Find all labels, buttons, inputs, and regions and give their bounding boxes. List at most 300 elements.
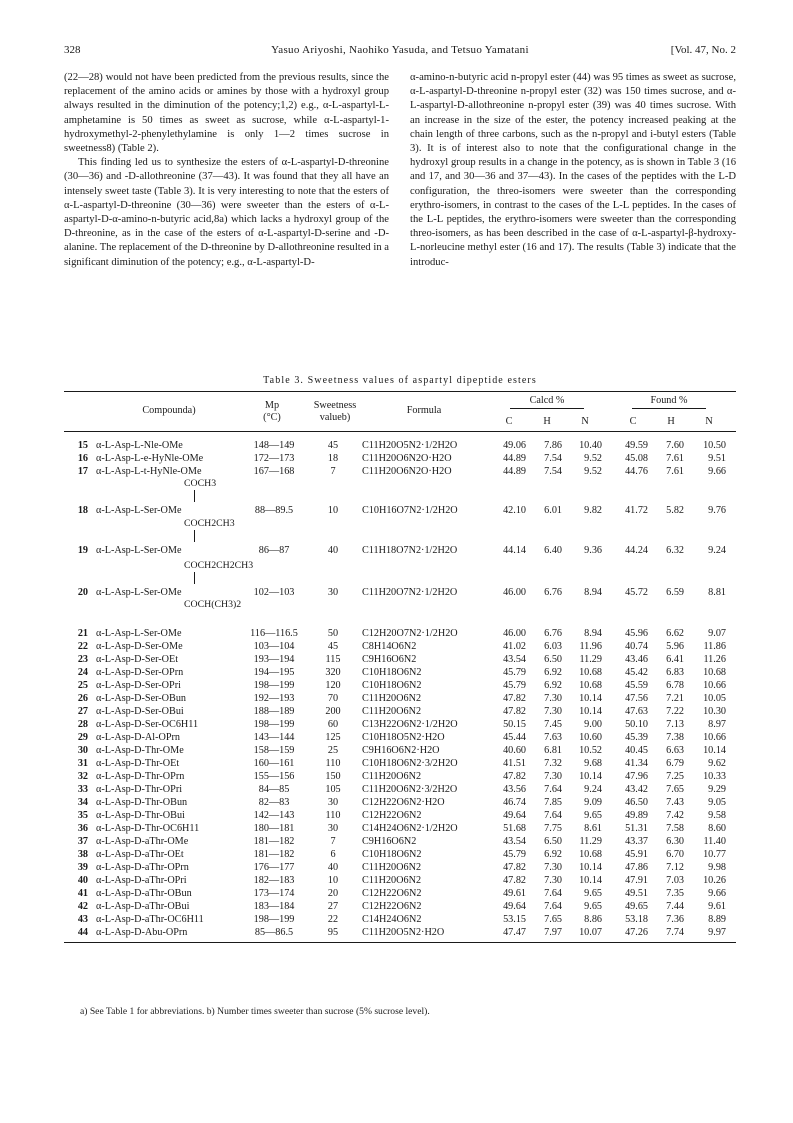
found-h: 5.82 [666,505,684,516]
calcd-h: 6.01 [544,505,562,516]
calcd-bracket [510,408,584,409]
found-n: 9.98 [708,862,726,873]
calcd-n: 9.82 [584,505,602,516]
calcd-c: 45.79 [503,667,526,678]
calcd-n: 9.52 [584,466,602,477]
substituent-bond-line [194,572,195,584]
sweetness-value: 95 [327,927,339,938]
formula: C11H20O6N2 [362,862,422,873]
calcd-h: 7.63 [544,732,562,743]
sweetness-value: 30 [327,587,339,598]
found-h: 7.42 [666,810,684,821]
found-c: 45.42 [625,667,648,678]
compound-name: α-L-Asp-D-Ser-OPri [96,680,181,691]
formula: C12H22O6N2·H2O [362,797,445,808]
found-n: 9.51 [708,453,726,464]
compound-name: α-L-Asp-D-Thr-OBun [96,797,188,808]
melting-point: 181—182 [253,836,295,847]
found-c: 49.51 [625,888,648,899]
header-found: Found % [650,395,688,406]
melting-point: 167—168 [253,466,295,477]
found-n: 8.81 [708,587,726,598]
found-h: 6.78 [666,680,684,691]
compound-number: 18 [77,505,88,516]
calcd-n: 10.68 [579,667,602,678]
formula: C11H20O6N2 [362,693,422,704]
calcd-h: 7.97 [544,927,562,938]
compound-name: α-L-Asp-L-Ser-OMe [96,505,182,516]
found-n: 8.89 [708,914,726,925]
sweetness-value: 115 [325,654,341,665]
formula: C12H20O7N2·1/2H2O [362,628,458,639]
calcd-n: 10.14 [579,706,602,717]
header-found-c: C [629,416,637,427]
calcd-c: 45.79 [503,680,526,691]
calcd-c: 41.02 [503,641,526,652]
formula: C10H18O6N2·3/2H2O [362,758,458,769]
compound-number: 20 [77,587,88,598]
found-n: 11.86 [703,641,726,652]
compound-name: α-L-Asp-D-aThr-OMe [96,836,189,847]
sweetness-value: 200 [325,706,341,717]
melting-point: 148—149 [253,440,295,451]
compound-number: 37 [77,836,88,847]
calcd-c: 47.82 [503,875,526,886]
sweetness-value: 70 [327,693,339,704]
found-n: 10.05 [703,693,726,704]
found-n: 11.40 [703,836,726,847]
found-c: 47.86 [625,862,648,873]
calcd-n: 9.65 [584,901,602,912]
table-top-rule [64,391,736,392]
calcd-h: 6.92 [544,849,562,860]
running-authors: Yasuo Ariyoshi, Naohiko Yasuda, and Tetsuo Yamatani [271,44,529,56]
melting-point: 172—173 [253,453,295,464]
header-mp-unit: (°C) [263,412,281,423]
calcd-h: 6.76 [544,587,562,598]
calcd-n: 8.61 [584,823,602,834]
found-n: 8.60 [708,823,726,834]
header-calcd-h: H [543,416,551,427]
compound-name: α-L-Asp-D-Ser-OBui [96,706,184,717]
sweetness-value: 22 [327,914,339,925]
found-h: 7.21 [666,693,684,704]
found-c: 45.72 [625,587,648,598]
melting-point: 183—184 [253,901,295,912]
calcd-n: 11.29 [579,836,602,847]
found-h: 7.22 [666,706,684,717]
calcd-c: 47.82 [503,771,526,782]
found-n: 9.62 [708,758,726,769]
compound-number: 44 [77,927,88,938]
calcd-n: 10.68 [579,849,602,860]
found-h: 7.43 [666,797,684,808]
calcd-c: 41.51 [503,758,526,769]
sweetness-value: 105 [325,784,341,795]
found-n: 10.26 [703,875,726,886]
melting-point: 193—194 [253,654,295,665]
calcd-c: 53.15 [503,914,526,925]
found-c: 43.42 [625,784,648,795]
formula: C14H24O6N2·1/2H2O [362,823,458,834]
compound-number: 38 [77,849,88,860]
formula: C10H18O6N2 [362,680,422,691]
compound-number: 19 [77,545,88,556]
calcd-n: 9.24 [584,784,602,795]
found-c: 47.96 [625,771,648,782]
sweetness-value: 45 [327,641,339,652]
found-h: 6.59 [666,587,684,598]
melting-point: 173—174 [253,888,295,899]
calcd-c: 43.54 [503,836,526,847]
header-calcd-c: C [505,416,513,427]
calcd-n: 10.68 [579,680,602,691]
found-c: 40.45 [625,745,648,756]
compound-number: 43 [77,914,88,925]
calcd-c: 49.64 [503,810,526,821]
found-c: 47.63 [625,706,648,717]
calcd-h: 6.76 [544,628,562,639]
calcd-h: 6.92 [544,680,562,691]
compound-name: α-L-Asp-L-Ser-OMe [96,587,182,598]
calcd-h: 7.64 [544,901,562,912]
compound-number: 28 [77,719,88,730]
formula: C11H20O6N2·3/2H2O [362,784,458,795]
calcd-c: 40.60 [503,745,526,756]
found-n: 10.68 [703,667,726,678]
sweetness-value: 110 [325,758,341,769]
found-n: 10.50 [703,440,726,451]
side-chain-substituent: COCH(CH3)2 [184,599,242,610]
found-c: 49.89 [625,810,648,821]
formula: C12H22O6N2 [362,901,422,912]
calcd-c: 47.82 [503,693,526,704]
melting-point: 85—86.5 [254,927,294,938]
formula: C10H18O6N2 [362,849,422,860]
formula: C11H18O7N2·1/2H2O [362,545,458,556]
side-chain-substituent: COCH2CH2CH3 [184,560,254,571]
found-c: 53.18 [625,914,648,925]
compound-number: 21 [77,628,88,639]
found-c: 49.65 [625,901,648,912]
compound-name: α-L-Asp-D-Thr-OPri [96,784,183,795]
found-c: 45.91 [625,849,648,860]
compound-number: 34 [77,797,88,808]
calcd-n: 9.36 [584,545,602,556]
calcd-n: 8.94 [584,587,602,598]
sweetness-value: 7 [330,836,336,847]
melting-point: 88—89.5 [254,505,294,516]
sweetness-value: 110 [325,810,341,821]
sweetness-value: 40 [327,545,339,556]
calcd-c: 43.56 [503,784,526,795]
melting-point: 86—87 [258,545,290,556]
compound-number: 31 [77,758,88,769]
calcd-n: 10.60 [579,732,602,743]
calcd-c: 46.00 [503,587,526,598]
formula: C11H20O5N2·1/2H2O [362,440,458,451]
header-sweetness: Sweetness [313,400,357,411]
sweetness-value: 7 [330,466,336,477]
compound-name: α-L-Asp-D-Abu-OPrn [96,927,188,938]
calcd-h: 7.30 [544,693,562,704]
calcd-n: 8.86 [584,914,602,925]
formula: C12H22O6N2 [362,888,422,899]
found-n: 10.66 [703,732,726,743]
found-n: 9.66 [708,888,726,899]
found-n: 10.66 [703,680,726,691]
calcd-c: 49.61 [503,888,526,899]
found-c: 45.08 [625,453,648,464]
sweetness-value: 10 [327,875,339,886]
calcd-h: 7.32 [544,758,562,769]
calcd-h: 7.30 [544,771,562,782]
found-c: 40.74 [625,641,648,652]
header-compound: Compounda) [142,405,196,416]
header-calcd-n: N [581,416,589,427]
compound-name: α-L-Asp-D-Ser-OEt [96,654,179,665]
calcd-h: 6.81 [544,745,562,756]
melting-point: 103—104 [253,641,295,652]
header-found-n: N [705,416,713,427]
formula: C11H20O6N2 [362,706,422,717]
compound-name: α-L-Asp-D-Al-OPrn [96,732,180,743]
compound-name: α-L-Asp-D-aThr-OPrn [96,862,189,873]
calcd-c: 47.82 [503,862,526,873]
compound-number: 22 [77,641,88,652]
sweetness-value: 25 [327,745,339,756]
sweetness-value: 125 [325,732,341,743]
header-calcd: Calcd % [529,395,565,406]
header-formula: Formula [406,405,442,416]
found-n: 9.24 [708,545,726,556]
found-c: 45.39 [625,732,648,743]
compound-number: 23 [77,654,88,665]
melting-point: 116—116.5 [250,628,298,639]
found-n: 11.26 [703,654,726,665]
found-h: 7.35 [666,888,684,899]
found-n: 10.33 [703,771,726,782]
formula: C12H22O6N2 [362,810,422,821]
melting-point: 142—143 [253,810,295,821]
found-h: 7.38 [666,732,684,743]
found-n: 10.77 [703,849,726,860]
compound-number: 40 [77,875,88,886]
compound-number: 39 [77,862,88,873]
sweetness-value: 6 [330,849,336,860]
calcd-h: 6.50 [544,836,562,847]
sweetness-value: 40 [327,862,339,873]
compound-name: α-L-Asp-L-Nle-OMe [96,440,183,451]
compound-number: 24 [77,667,88,678]
found-n: 9.58 [708,810,726,821]
found-h: 6.70 [666,849,684,860]
found-h: 7.58 [666,823,684,834]
compound-number: 17 [77,466,88,477]
calcd-c: 44.14 [503,545,526,556]
calcd-n: 10.52 [579,745,602,756]
calcd-h: 7.30 [544,706,562,717]
found-c: 45.59 [625,680,648,691]
found-c: 41.34 [625,758,648,769]
compound-name: α-L-Asp-L-t-HyNle-OMe [96,466,202,477]
calcd-c: 44.89 [503,453,526,464]
found-h: 7.13 [666,719,684,730]
found-n: 9.61 [708,901,726,912]
calcd-n: 10.14 [579,693,602,704]
found-h: 7.36 [666,914,684,925]
found-h: 6.63 [666,745,684,756]
calcd-n: 9.65 [584,888,602,899]
sweetness-value: 10 [327,505,339,516]
calcd-h: 7.64 [544,888,562,899]
melting-point: 155—156 [253,771,295,782]
journal-volume: [Vol. 47, No. 2 [670,44,736,56]
compound-number: 29 [77,732,88,743]
sweetness-value: 50 [327,628,339,639]
melting-point: 143—144 [253,732,295,743]
compound-name: α-L-Asp-D-Ser-OBun [96,693,187,704]
calcd-h: 7.30 [544,862,562,873]
calcd-h: 6.92 [544,667,562,678]
calcd-c: 46.00 [503,628,526,639]
compound-number: 30 [77,745,88,756]
calcd-c: 49.64 [503,901,526,912]
found-n: 9.66 [708,466,726,477]
substituent-bond-line [194,530,195,542]
found-n: 9.97 [708,927,726,938]
sweetness-value: 45 [327,440,339,451]
compound-number: 16 [77,453,88,464]
compound-name: α-L-Asp-D-aThr-OPri [96,875,187,886]
compound-name: α-L-Asp-L-e-HyNle-OMe [96,453,204,464]
compound-name: α-L-Asp-D-Ser-OC6H11 [96,719,199,730]
found-bracket [632,408,706,409]
header-mp: Mp [264,400,280,411]
left-paragraph-2: This finding led us to synthesize the esters of α-L-aspartyl-D-threonine (30—36) and -D-allothreonine (37—43). It was found that they all have an intensely sweet taste (Table 3). It is very interesting to note that the esters of α-L-aspartyl-D-threonine (30—36) were sweeter than the esters of α-L-aspartyl-D-α-amino-n-butyric acid,8a) which lacks a hydroxyl group of the D-threonine, as in the case of the esters of α-L-aspartyl-D-serine and -D-alanine. The replacement of the D-threonine by D-allothreonine resulted in a significant diminution of the potency; e.g., α-L-aspartyl-D- [64,157,389,268]
calcd-n: 11.96 [579,641,602,652]
compound-name: α-L-Asp-D-Thr-OBui [96,810,185,821]
calcd-c: 42.10 [503,505,526,516]
formula: C14H24O6N2 [362,914,422,925]
calcd-c: 46.74 [503,797,526,808]
formula: C11H20O6N2 [362,771,422,782]
compound-number: 33 [77,784,88,795]
table-bottom-rule [64,942,736,943]
melting-point: 82—83 [258,797,290,808]
compound-number: 41 [77,888,88,899]
sweetness-value: 30 [327,823,339,834]
formula: C11H20O6N2O·H2O [362,466,452,477]
compound-number: 42 [77,901,88,912]
compound-name: α-L-Asp-D-Ser-OMe [96,641,183,652]
formula: C10H16O7N2·1/2H2O [362,505,458,516]
substituent-bond-line [194,490,195,502]
found-h: 7.25 [666,771,684,782]
found-h: 7.61 [666,453,684,464]
compound-number: 26 [77,693,88,704]
compound-name: α-L-Asp-D-aThr-OC6H11 [96,914,204,925]
calcd-h: 6.40 [544,545,562,556]
found-h: 5.96 [666,641,684,652]
formula: C11H20O6N2O·H2O [362,453,452,464]
calcd-h: 7.30 [544,875,562,886]
found-h: 6.41 [666,654,684,665]
melting-point: 180—181 [253,823,295,834]
sweetness-value: 320 [325,667,341,678]
found-h: 7.03 [666,875,684,886]
compound-name: α-L-Asp-D-aThr-OBun [96,888,192,899]
calcd-h: 7.54 [544,453,562,464]
sweetness-value: 20 [327,888,339,899]
calcd-c: 47.47 [503,927,526,938]
found-h: 6.83 [666,667,684,678]
melting-point: 198—199 [253,914,295,925]
formula: C11H20O6N2 [362,875,422,886]
found-c: 47.56 [625,693,648,704]
calcd-c: 44.89 [503,466,526,477]
found-h: 6.30 [666,836,684,847]
sweetness-value: 18 [327,453,339,464]
found-n: 10.30 [703,706,726,717]
compound-number: 35 [77,810,88,821]
calcd-h: 7.54 [544,466,562,477]
table-footnote: a) See Table 1 for abbreviations. b) Number times sweeter than sucrose (5% sucrose level). [80,1006,430,1017]
calcd-n: 10.14 [579,875,602,886]
calcd-n: 9.68 [584,758,602,769]
calcd-n: 10.14 [579,862,602,873]
calcd-n: 8.94 [584,628,602,639]
found-n: 9.76 [708,505,726,516]
found-h: 7.61 [666,466,684,477]
sweetness-value: 60 [327,719,339,730]
melting-point: 181—182 [253,849,295,860]
found-c: 43.46 [625,654,648,665]
sweetness-value: 150 [325,771,341,782]
calcd-n: 10.07 [579,927,602,938]
melting-point: 194—195 [253,667,295,678]
found-c: 41.72 [625,505,648,516]
found-h: 7.44 [666,901,684,912]
found-n: 9.07 [708,628,726,639]
compound-name: α-L-Asp-D-Ser-OPrn [96,667,184,678]
calcd-h: 6.03 [544,641,562,652]
found-n: 10.14 [703,745,726,756]
compound-number: 32 [77,771,88,782]
side-chain-substituent: COCH3 [184,478,217,489]
calcd-h: 7.86 [544,440,562,451]
calcd-h: 7.85 [544,797,562,808]
formula: C8H14O6N2 [362,641,417,652]
compound-name: α-L-Asp-D-Thr-OPrn [96,771,185,782]
formula: C9H16O6N2 [362,654,417,665]
calcd-c: 49.06 [503,440,526,451]
calcd-c: 45.79 [503,849,526,860]
compound-name: α-L-Asp-D-aThr-OEt [96,849,184,860]
found-c: 46.50 [625,797,648,808]
melting-point: 160—161 [253,758,295,769]
melting-point: 84—85 [258,784,290,795]
calcd-n: 9.00 [584,719,602,730]
left-paragraph-1: (22—28) would not have been predicted from the previous results, since the replacement of the amino acids or amines by those with a hydroxyl group always resulted in the diminution of the potency;1,2) e.g., α-L-aspartyl-L-amphetamine is 50 times as sweet as sucrose, while α-L-aspartyl-1-hydroxymethyl-2-phenylethylamine is only 1—2 times sucrose in sweetness8) (Table 2). [64,72,389,155]
calcd-c: 43.54 [503,654,526,665]
found-c: 50.10 [625,719,648,730]
calcd-n: 10.40 [579,440,602,451]
melting-point: 198—199 [253,680,295,691]
calcd-c: 50.15 [503,719,526,730]
melting-point: 188—189 [253,706,295,717]
found-h: 6.32 [666,545,684,556]
